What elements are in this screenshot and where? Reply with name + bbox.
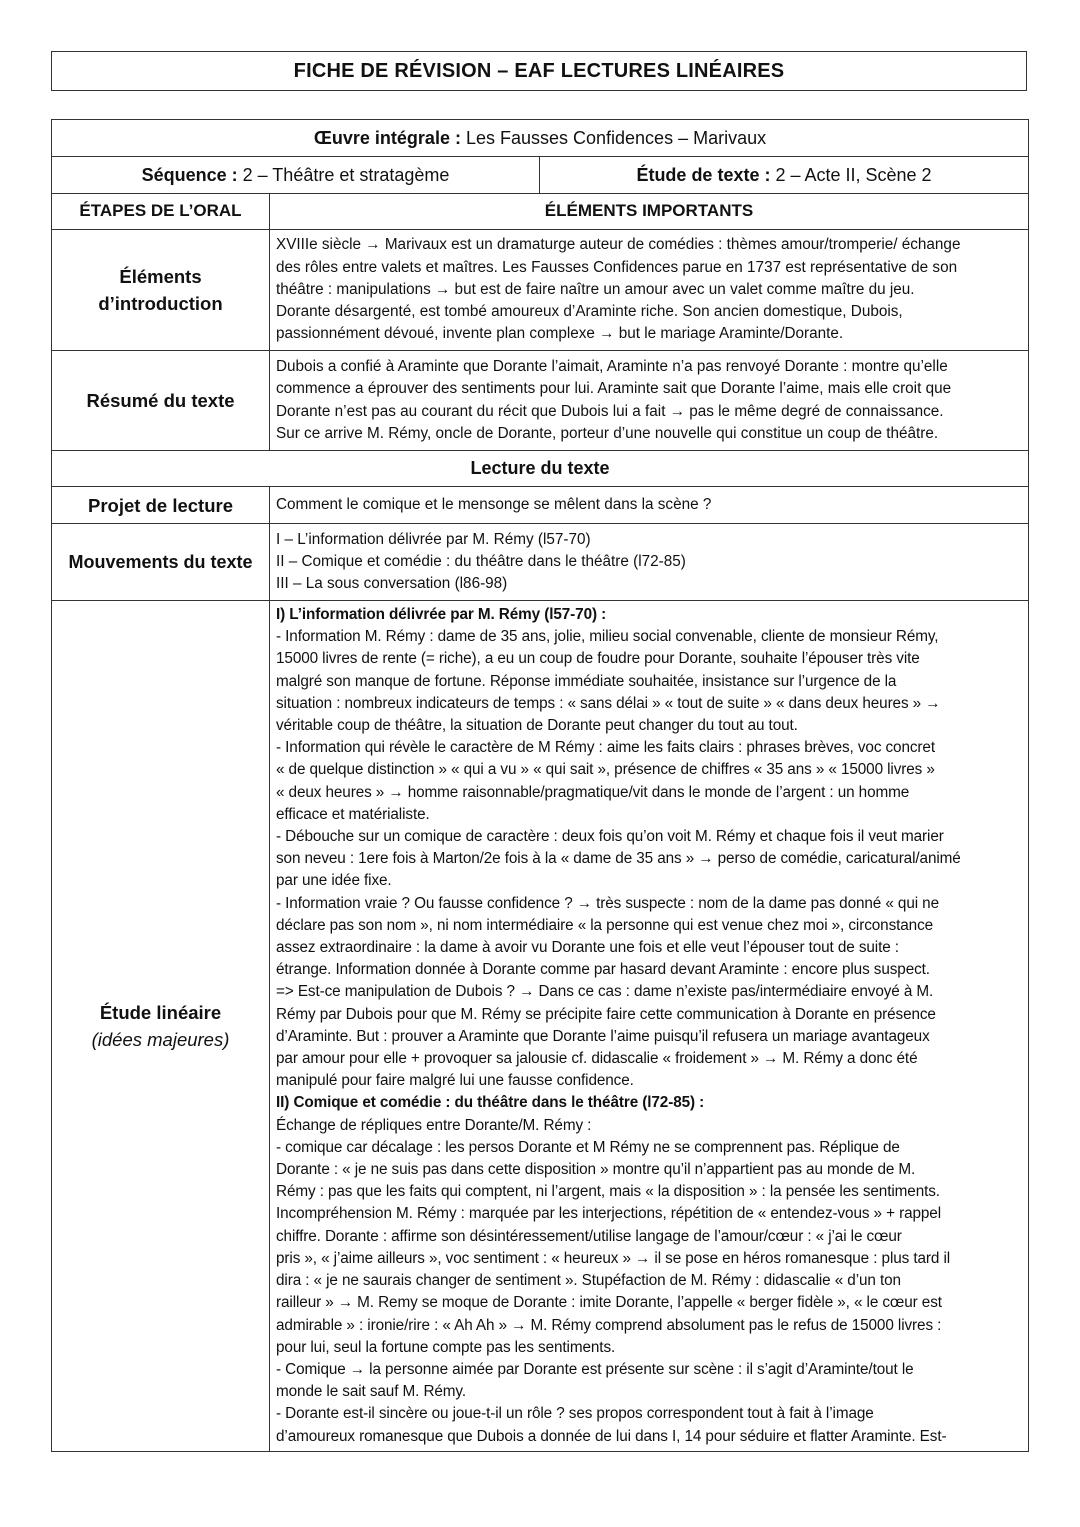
introduction-label <box>52 230 270 351</box>
text-line: => Est-ce manipulation de Dubois ? → Dans ce cas : dame n’existe pas/intermédiaire envoyé à M. <box>276 983 934 1001</box>
etude-texte-label: Étude de texte : <box>636 164 771 185</box>
text-line: véritable coup de théâtre, la situation de Dorante peut changer du tout au tout. <box>276 717 798 735</box>
text-line: « de quelque distinction » « qui a vu » « qui sait », présence de chiffres « 35 ans » « 15000 livres » <box>276 761 935 779</box>
text-line: théâtre : manipulations → but est de faire naître un amour avec un valet comme maître du jeu. <box>276 280 915 298</box>
text-line: 15000 livres de rente (= riche), a eu un coup de foudre pour Dorante, souhaite l’épouser très vite <box>276 650 920 668</box>
text-line: d’Araminte. But : prouver a Araminte que Dorante l’aime puisqu’il refusera un mariage avantageux <box>276 1027 930 1045</box>
text-line: passionnément dévoué, invente plan complexe → but le mariage Araminte/Dorante. <box>276 325 844 343</box>
part2-heading: II) Comique et comédie : du théâtre dans le théâtre (l72-85) : <box>276 1094 705 1112</box>
page-title: FICHE DE RÉVISION – EAF LECTURES LINÉAIRES <box>51 51 1027 91</box>
projet-row <box>52 487 1029 524</box>
text-line: Dorante désargenté, est tombé amoureux d’Araminte riche. Son ancien domestique, Dubois, <box>276 303 903 321</box>
text-line: chiffre. Dorante : affirme son désintéressement/utilise langage de l’amour/cœur : « j’ai le cœur <box>276 1227 902 1245</box>
text-line: son neveu : 1ere fois à Marton/2e fois à la « dame de 35 ans » → perso de comédie, caricatural/animé <box>276 850 961 868</box>
etude-texte-cell <box>540 157 1029 194</box>
text-line: - Information vraie ? Ou fausse confidence ? → très suspecte : nom de la dame pas donné « qui ne <box>276 894 940 912</box>
part2-body <box>276 1115 1022 1448</box>
text-line: - Débouche sur un comique de caractère : deux fois qu’on voit M. Rémy et chaque fois il veut marier <box>276 828 944 846</box>
text-line: situation : nombreux indicateurs de temps : « sans délai » « tout de suite » « dans deux heures » → <box>276 694 941 712</box>
mouvements-label: Mouvements du texte <box>52 524 270 601</box>
oeuvre-row <box>52 120 1029 157</box>
text-line: - Comique → la personne aimée par Dorante est présente sur scène : il s’agit d’Araminte/tout le <box>276 1360 914 1378</box>
text-line: Dorante n’est pas au courant du récit que Dubois lui a fait → pas le même degré de connaissance. <box>276 402 944 420</box>
text-line: pris », « j’aime ailleurs », voc sentiment : « heureux » → il se pose en héros romanesque : plus tard il <box>276 1249 951 1267</box>
etude-label <box>52 601 270 1452</box>
sequence-row <box>52 157 1029 194</box>
text-line: d’amoureux romanesque que Dubois a donnée de lui dans I, 14 pour séduire et flatter Araminte. Est- <box>276 1427 947 1445</box>
mouvements-row <box>52 524 1029 601</box>
text-line: - Information M. Rémy : dame de 35 ans, jolie, milieu social convenable, cliente de monsieur Rémy, <box>276 628 939 646</box>
lecture-heading: Lecture du texte <box>52 451 1029 487</box>
text-line: Rémy : pas que les faits qui comptent, ni l’argent, mais « la disposition » : la pensée les sentiments. <box>276 1183 940 1201</box>
text-line: étrange. Information donnée à Dorante comme par hasard devant Araminte : encore plus suspect. <box>276 961 930 979</box>
etude-label-italic: (idées majeures) <box>91 1029 230 1050</box>
text-line: des rôles entre valets et maîtres. Les Fausses Confidences parue en 1737 est représentative de son <box>276 258 958 276</box>
projet-label: Projet de lecture <box>52 487 270 524</box>
resume-text <box>270 351 1029 451</box>
text-line: Sur ce arrive M. Rémy, oncle de Dorante, porteur d’une nouvelle qui constitue un coup de théâtre. <box>276 424 939 442</box>
oeuvre-value: Les Fausses Confidences – Marivaux <box>460 127 767 148</box>
projet-text: Comment le comique et le mensonge se mêlent dans la scène ? <box>270 487 1029 524</box>
text-line: XVIIIe siècle → Marivaux est un dramaturge auteur de comédies : thèmes amour/tromperie/ échange <box>276 236 961 254</box>
introduction-text <box>270 230 1029 351</box>
col-header-right: ÉLÉMENTS IMPORTANTS <box>270 194 1029 230</box>
sequence-cell <box>52 157 540 194</box>
col-header-left: ÉTAPES DE L’ORAL <box>52 194 270 230</box>
text-line: I – L’information délivrée par M. Rémy (l57-70) <box>276 530 591 548</box>
mouvements-text <box>270 524 1029 601</box>
oeuvre-label: Œuvre intégrale : <box>313 127 461 148</box>
sequence-value: 2 – Théâtre et stratagème <box>237 164 450 185</box>
oeuvre-cell <box>52 120 1029 157</box>
text-line: commence a éprouver des sentiments pour lui. Araminte sait que Dorante l’aime, mais elle croit que <box>276 380 952 398</box>
text-line: III – La sous conversation (l86-98) <box>276 575 508 593</box>
sequence-label: Séquence : <box>141 164 238 185</box>
text-line: Dorante : « je ne suis pas dans cette disposition » montre qu’il n’appartient pas au monde de M. <box>276 1161 916 1179</box>
text-line: manipulé pour faire malgré lui une fausse confidence. <box>276 1072 634 1090</box>
text-line: Dubois a confié à Araminte que Dorante l’aimait, Araminte n’a pas renvoyé Dorante : montre qu’elle <box>276 358 948 376</box>
introduction-label-line2: d’introduction <box>98 293 223 314</box>
etude-text <box>270 601 1029 1452</box>
text-line: assez extraordinaire : la dame à avoir vu Dorante une fois et elle veut l’épouser tout de suite : <box>276 939 899 957</box>
etude-row <box>52 601 1029 1452</box>
text-line: Rémy par Dubois pour que M. Rémy se précipite faire cette communication à Dorante en présence <box>276 1005 936 1023</box>
column-header-row <box>52 194 1029 230</box>
revision-table <box>51 119 1029 1452</box>
text-line: pour lui, seul la fortune compte pas les sentiments. <box>276 1338 616 1356</box>
part1-body <box>276 626 1022 1092</box>
resume-label: Résumé du texte <box>52 351 270 451</box>
text-line: monde le sait sauf M. Rémy. <box>276 1383 466 1401</box>
text-line: - comique car décalage : les persos Dorante et M Rémy ne se comprennent pas. Réplique de <box>276 1138 900 1156</box>
text-line: II – Comique et comédie : du théâtre dans le théâtre (l72-85) <box>276 552 686 570</box>
etude-label-main: Étude linéaire <box>99 1002 222 1023</box>
text-line: par une idée fixe. <box>276 872 392 890</box>
text-line: « deux heures » → homme raisonnable/pragmatique/vit dans le monde de l’argent : un homme <box>276 783 910 801</box>
text-line: Échange de répliques entre Dorante/M. Rémy : <box>276 1116 592 1134</box>
text-line: malgré son manque de fortune. Réponse immédiate souhaitée, insistance sur l’urgence de la <box>276 672 897 690</box>
resume-row <box>52 351 1029 451</box>
text-line: dira : « je ne saurais changer de sentiment ». Stupéfaction de M. Rémy : didascalie « d’un ton <box>276 1272 901 1290</box>
text-line: railleur » → M. Remy se moque de Dorante : imite Dorante, l’appelle « berger fidèle », « le cœur est <box>276 1294 942 1312</box>
etude-texte-value: 2 – Acte II, Scène 2 <box>770 164 932 185</box>
part1-heading: I) L’information délivrée par M. Rémy (l57-70) : <box>276 606 607 623</box>
text-line: - Dorante est-il sincère ou joue-t-il un rôle ? ses propos correspondent tout à fait à l’image <box>276 1405 874 1423</box>
text-line: par amour pour elle + provoquer sa jalousie cf. didascalie « froidement » → M. Rémy a donc été <box>276 1050 918 1068</box>
text-line: efficace et matérialiste. <box>276 805 430 823</box>
introduction-row <box>52 230 1029 351</box>
text-line: admirable » : ironie/rire : « Ah Ah » → M. Rémy comprend absolument pas le refus de 15000 livres : <box>276 1316 942 1334</box>
text-line: - Information qui révèle le caractère de M Rémy : aime les faits clairs : phrases brèves, voc concret <box>276 739 935 757</box>
text-line: déclare pas son nom », ni nom intermédiaire « la personne qui est venue chez moi », circonstance <box>276 916 934 934</box>
text-line: Incompréhension M. Rémy : marquée par les interjections, répétition de « entendez-vous » + rappel <box>276 1205 942 1223</box>
introduction-label-line1: Éléments <box>119 266 202 287</box>
lecture-heading-row <box>52 451 1029 487</box>
